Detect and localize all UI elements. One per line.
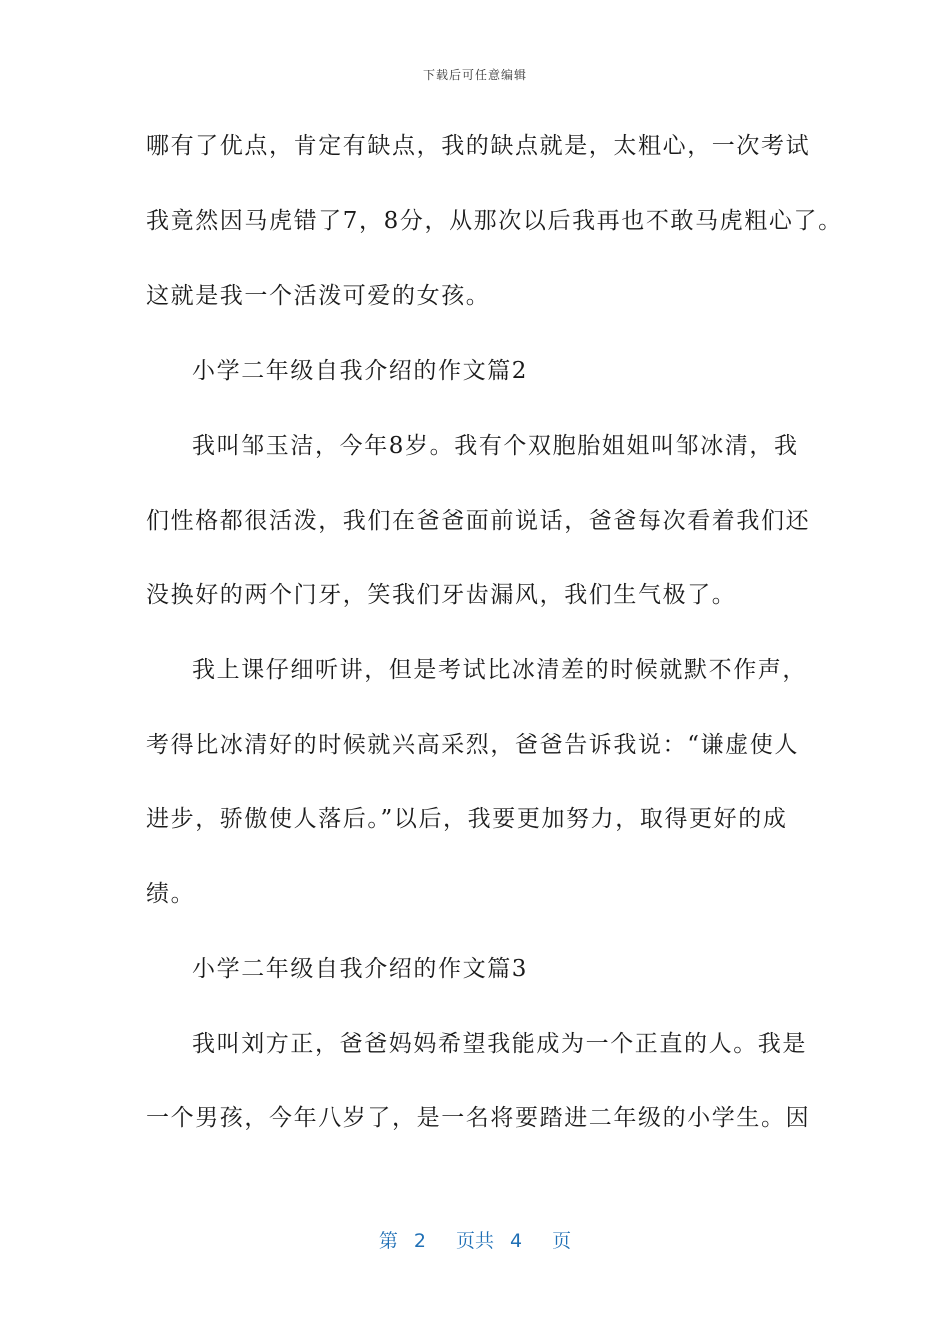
footer-prefix: 第 <box>378 1230 398 1252</box>
text-line: 考得比冰清好的时候就兴高采烈，爸爸告诉我说：“谦虚使人 <box>146 732 799 758</box>
text-line: 我上课仔细听讲，但是考试比冰清差的时候就默不作声， <box>192 657 807 683</box>
text-line: 哪有了优点，肯定有缺点，我的缺点就是，太粗心，一次考试 <box>146 133 811 159</box>
footer-suffix: 页 <box>552 1230 572 1252</box>
page-header: 下载后可任意编辑 <box>422 68 527 82</box>
text-line: 们性格都很活泼，我们在爸爸面前说话，爸爸每次看着我们还 <box>146 508 811 534</box>
current-page-number: 2 <box>413 1230 426 1252</box>
text-line: 进步，骄傲使人落后。”以后，我要更加努力，取得更好的成 <box>146 806 788 832</box>
text-line: 我叫邹玉洁，今年8岁。我有个双胞胎姐姐叫邹冰清，我 <box>192 433 799 459</box>
text-line: 这就是我一个活泼可爱的女孩。 <box>146 283 491 309</box>
section-heading: 小学二年级自我介绍的作文篇3 <box>192 956 529 982</box>
section-heading: 小学二年级自我介绍的作文篇2 <box>192 358 529 384</box>
text-line: 我叫刘方正，爸爸妈妈希望我能成为一个正直的人。我是 <box>192 1031 807 1057</box>
text-line: 绩。 <box>146 881 196 907</box>
page-footer <box>0 1226 950 1253</box>
text-line: 一个男孩，今年八岁了，是一名将要踏进二年级的小学生。因 <box>146 1105 811 1131</box>
footer-middle: 页共 <box>455 1230 494 1252</box>
text-line: 没换好的两个门牙，笑我们牙齿漏风，我们生气极了。 <box>146 582 737 608</box>
text-line: 我竟然因马虎错了7，8分，从那次以后我再也不敢马虎粗心了。 <box>146 208 843 234</box>
total-page-count: 4 <box>510 1230 523 1252</box>
